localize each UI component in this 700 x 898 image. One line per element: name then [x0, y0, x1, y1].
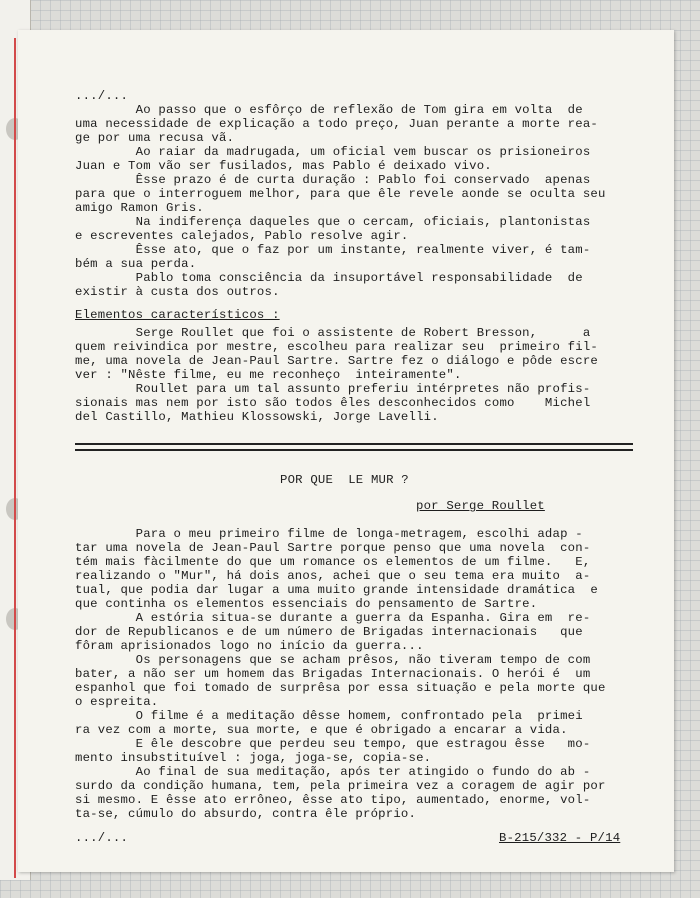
- double-rule-top: [75, 443, 633, 445]
- text-line: espanhol que foi tomado de surprêsa por essa situação e pela morte que: [75, 681, 606, 695]
- text-line: amigo Ramon Gris.: [75, 201, 204, 215]
- text-line: Êsse ato, que o faz por um instante, realmente viver, é tam-: [75, 243, 591, 257]
- text-line: Na indiferença daqueles que o cercam, oficiais, plantonistas: [75, 215, 591, 229]
- red-page-edge: [14, 38, 16, 878]
- text-line: que continha os elementos essenciais do pensamento de Sartre.: [75, 597, 538, 611]
- text-line: realizando o "Mur", há dois anos, achei que o seu tema era muito a-: [75, 569, 591, 583]
- text-line: Ao passo que o esfôrço de reflexão de Tom gira em volta de: [75, 103, 583, 117]
- continuation-mark-bottom: .../...: [75, 831, 129, 845]
- text-line: del Castillo, Mathieu Klossowski, Jorge Lavelli.: [75, 410, 439, 424]
- text-line: tual, que podia dar lugar a uma muito grande intensidade dramática e: [75, 583, 598, 597]
- text-line: E êle descobre que perdeu seu tempo, que estragou êsse mo-: [75, 737, 591, 751]
- text-line: Juan e Tom vão ser fusilados, mas Pablo é deixado vivo.: [75, 159, 492, 173]
- text-line: uma necessidade de explicação a todo preço, Juan perante a morte rea-: [75, 117, 598, 131]
- text-line: me, uma novela de Jean-Paul Sartre. Sartre fez o diálogo e pôde escre: [75, 354, 598, 368]
- text-line: Ao final de sua meditação, após ter atingido o fundo do ab -: [75, 765, 591, 779]
- text-line: O filme é a meditação dêsse homem, confrontado pela primei: [75, 709, 583, 723]
- text-line: ra vez com a morte, sua morte, e que é obrigado a encarar a vida.: [75, 723, 568, 737]
- typed-page: [18, 30, 674, 872]
- text-line: ge por uma recusa vã.: [75, 131, 235, 145]
- text-line: Os personagens que se acham prêsos, não tiveram tempo de com: [75, 653, 591, 667]
- text-line: Roullet para um tal assunto preferiu intérpretes não profis-: [75, 382, 591, 396]
- text-line: surdo da condição humana, tem, pela primeira vez a coragem de agir por: [75, 779, 606, 793]
- text-line: bater, a não ser um homem das Brigadas Internacionais. O herói é um: [75, 667, 591, 681]
- text-line: ta-se, cúmulo do absurdo, contra êle próprio.: [75, 807, 417, 821]
- text-line: si mesmo. E êsse ato errôneo, êsse ato tipo, aumentado, enorme, vol-: [75, 793, 591, 807]
- text-line: Pablo toma consciência da insuportável responsabilidade de: [75, 271, 583, 285]
- text-line: Êsse prazo é de curta duração : Pablo foi conservado apenas: [75, 173, 591, 187]
- text-line: fôram aprisionados logo no início da guerra...: [75, 639, 424, 653]
- continuation-mark-top: .../...: [75, 89, 129, 103]
- text-line: tar uma novela de Jean-Paul Sartre porque penso que uma novela con-: [75, 541, 591, 555]
- article-title: POR QUE LE MUR ?: [280, 473, 409, 487]
- text-line: sionais mas nem por isto são todos êles desconhecidos como Michel: [75, 396, 591, 410]
- text-line: dor de Republicanos e de um número de Brigadas internacionais que: [75, 625, 583, 639]
- text-line: e escreventes calejados, Pablo resolve agir.: [75, 229, 409, 243]
- text-line: existir à custa dos outros.: [75, 285, 280, 299]
- section-heading: Elementos característicos :: [75, 308, 280, 322]
- text-line: Ao raiar da madrugada, um oficial vem buscar os prisioneiros: [75, 145, 591, 159]
- article-byline: por Serge Roullet: [416, 499, 545, 513]
- document-reference: B-215/332 - P/14: [499, 831, 621, 845]
- text-line: mento insubstituível : joga, joga-se, copia-se.: [75, 751, 432, 765]
- double-rule-bottom: [75, 449, 633, 451]
- text-line: Para o meu primeiro filme de longa-metragem, escolhi adap -: [75, 527, 583, 541]
- text-line: Serge Roullet que foi o assistente de Robert Bresson, a: [75, 326, 591, 340]
- text-line: o espreita.: [75, 695, 159, 709]
- text-line: bém a sua perda.: [75, 257, 197, 271]
- text-line: quem reivindica por mestre, escolheu para realizar seu primeiro fil-: [75, 340, 598, 354]
- text-line: ver : "Nêste filme, eu me reconheço inteiramente".: [75, 368, 462, 382]
- text-line: para que o interroguem melhor, para que êle revele aonde se oculta seu: [75, 187, 606, 201]
- text-line: A estória situa-se durante a guerra da Espanha. Gira em re-: [75, 611, 591, 625]
- text-line: tém mais fàcilmente do que um romance os elementos de um filme. E,: [75, 555, 591, 569]
